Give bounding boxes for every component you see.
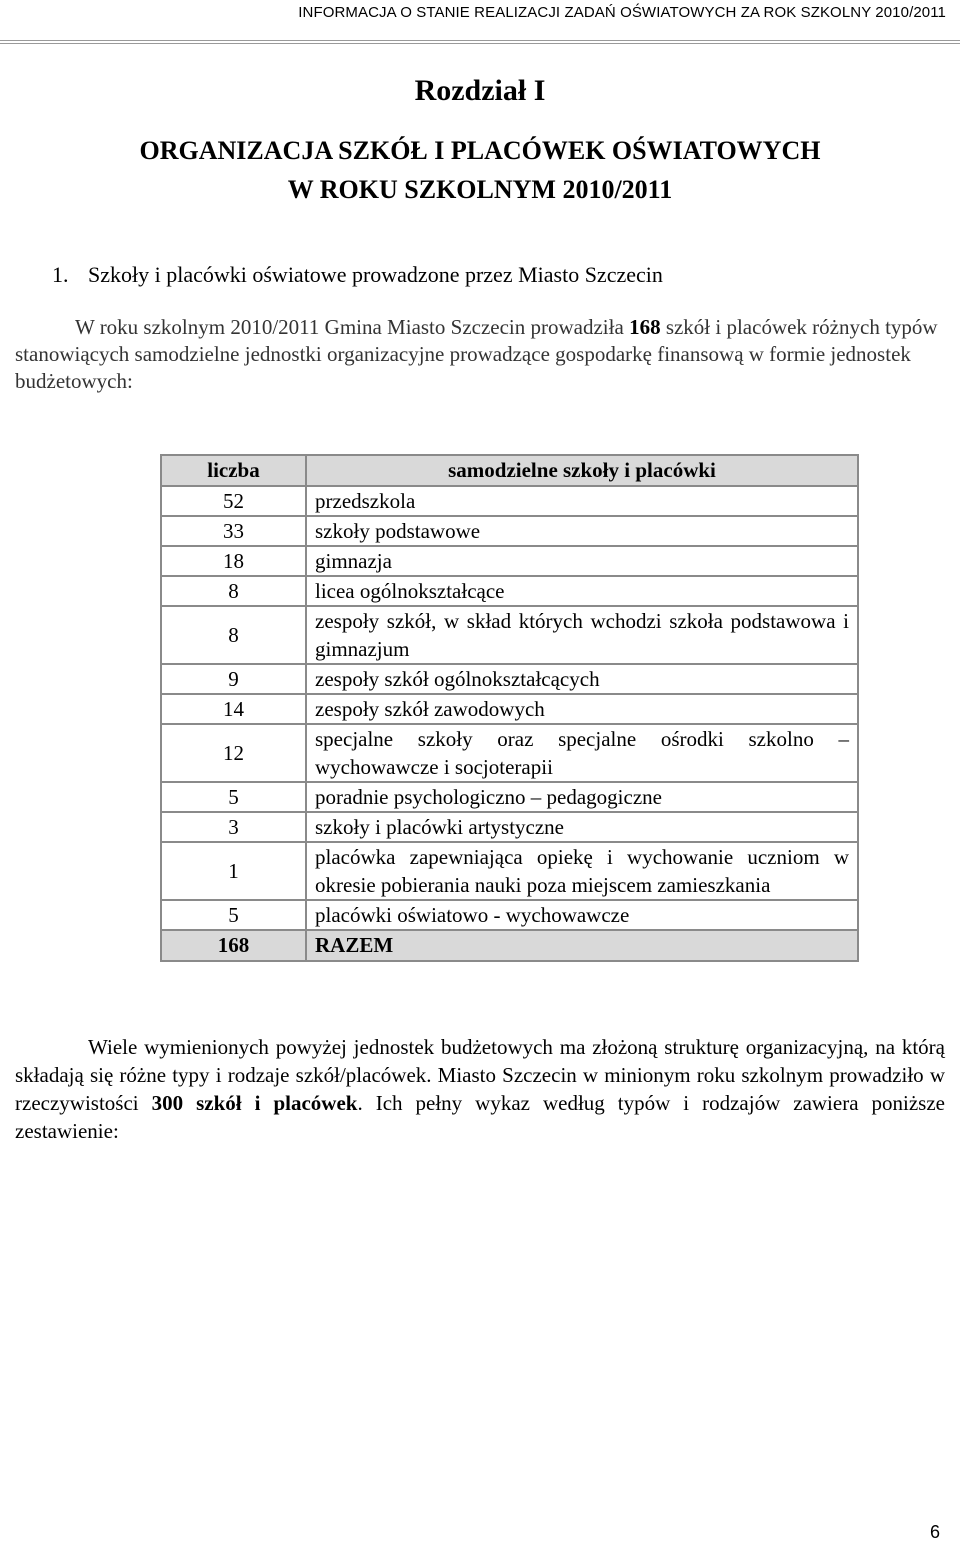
summary-text-after: . Ich pełny wykaz według typów i rodzajów zawiera poniższe zestawienie: [15,1091,945,1143]
table-row [161,694,858,724]
header-divider-secondary [0,43,960,44]
table-row [161,842,858,900]
table-row [161,486,858,516]
row-count: 8 [161,606,306,664]
row-type: poradnie psychologiczno – pedagogiczne [306,782,858,812]
table-row [161,724,858,782]
summary-bold-count: 300 szkół i placówek [151,1091,358,1115]
summary-text-before: Wiele wymienionych powyżej jednostek budżetowych ma złożoną strukturę organizacyjną, na którą składają się różne typy i rodzaje szkół/placówek. Miasto Szczecin w minionym roku szkolnym prowadziło w rzeczywistości [15,1035,945,1115]
row-type: przedszkola [306,486,858,516]
table-row [161,576,858,606]
row-count: 12 [161,724,306,782]
row-count: 5 [161,900,306,930]
chapter-title-line1: ORGANIZACJA SZKÓŁ I PLACÓWEK OŚWIATOWYCH [139,136,821,165]
row-type: zespoły szkół zawodowych [306,694,858,724]
table-body [161,486,858,930]
row-type: szkoły podstawowe [306,516,858,546]
table-row [161,546,858,576]
row-count: 52 [161,486,306,516]
intro-paragraph [15,314,945,395]
units-table [160,454,859,962]
row-count: 9 [161,664,306,694]
chapter-label [0,74,960,108]
table-total-row [161,930,858,961]
row-type: placówka zapewniająca opiekę i wychowanie uczniom w okresie pobierania nauki poza miejscem zamieszkania [306,842,858,900]
row-type: szkoły i placówki artystyczne [306,812,858,842]
row-count: 18 [161,546,306,576]
intro-text-after: szkół i placówek różnych typów stanowiących samodzielne jednostki organizacyjne prowadzące gospodarkę finansową w formie jednostek budżetowych: [15,315,938,393]
total-label: RAZEM [306,930,858,961]
row-count: 33 [161,516,306,546]
section-heading [52,262,663,288]
section-title: Szkoły i placówki oświatowe prowadzone przez Miasto Szczecin [88,262,663,287]
row-count: 1 [161,842,306,900]
row-type: zespoły szkół ogólnokształcących [306,664,858,694]
table-row [161,606,858,664]
table-row [161,900,858,930]
chapter-label-text: Rozdział I [414,74,546,107]
total-count: 168 [161,930,306,961]
summary-paragraph [15,1033,945,1145]
row-count: 14 [161,694,306,724]
table-row [161,664,858,694]
column-header-count: liczba [161,455,306,486]
table-row [161,812,858,842]
section-number: 1. [52,262,69,287]
row-count: 8 [161,576,306,606]
running-header: INFORMACJA O STANIE REALIZACJI ZADAŃ OŚWIATOWYCH ZA ROK SZKOLNY 2010/2011 [298,4,946,21]
row-count: 3 [161,812,306,842]
row-type: specjalne szkoły oraz specjalne ośrodki szkolno – wychowawcze i socjoterapii [306,724,858,782]
intro-bold-count: 168 [629,315,661,339]
table-header-row [161,455,858,486]
page-number: 6 [930,1522,941,1542]
row-type: gimnazja [306,546,858,576]
table-row [161,782,858,812]
header-divider [0,40,960,41]
column-header-type: samodzielne szkoły i placówki [306,455,858,486]
row-count: 5 [161,782,306,812]
table-row [161,516,858,546]
row-type: placówki oświatowo - wychowawcze [306,900,858,930]
row-type: zespoły szkół, w skład których wchodzi szkoła podstawowa i gimnazjum [306,606,858,664]
intro-text-before: W roku szkolnym 2010/2011 Gmina Miasto Szczecin prowadziła [75,315,630,339]
row-type: licea ogólnokształcące [306,576,858,606]
chapter-title-line2: W ROKU SZKOLNYM 2010/2011 [287,175,673,204]
